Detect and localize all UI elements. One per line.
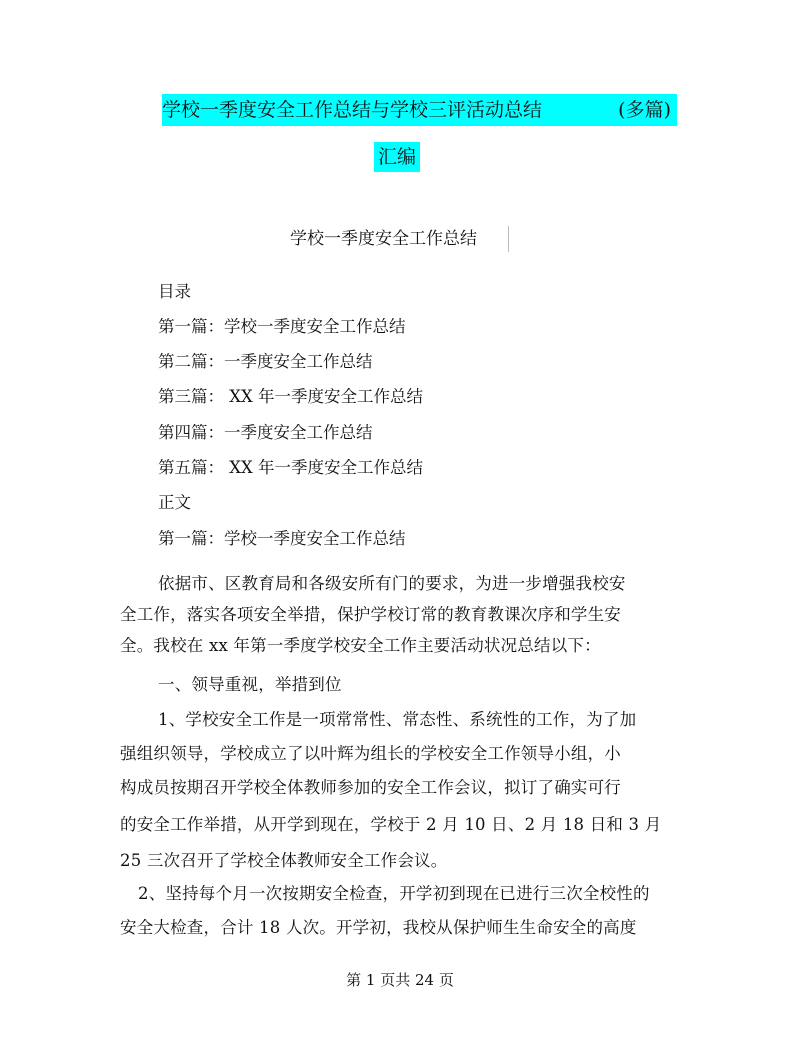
paragraph-line: 全工作，落实各项安全举措，保护学校订常的教育教课次序和学生安 [120,605,621,624]
section-subtitle: 学校一季度安全工作总结 [290,226,509,252]
document-title: 学校一季度安全工作总结与学校三评活动总结 [162,99,543,121]
document-title-line-1 [162,94,677,126]
paragraph-line: 构成员按期召开学校全体教师参加的安全工作会议，拟订了确实可行 [120,778,621,797]
paragraph-line: 1、学校安全工作是一项常常性、常态性、系统性的工作，为了加 [158,710,637,729]
toc-item: 第四篇：一季度安全工作总结 [158,423,373,442]
document-title-suffix: (多篇) [618,99,671,121]
toc-item: 第五篇： XX 年一季度安全工作总结 [158,458,423,477]
toc-item: 第一篇：学校一季度安全工作总结 [158,317,406,336]
document-title-line-2: 汇编 [374,142,420,172]
toc-item: 第三篇： XX 年一季度安全工作总结 [158,387,423,406]
paragraph-line: 的安全工作举措，从开学到现在，学校于 2 月 10 日、2 月 18 日和 3 月 [120,815,662,834]
paragraph-line: 强组织领导，学校成立了以叶辉为组长的学校安全工作领导小组，小 [120,744,621,763]
body-heading: 正文 [158,493,191,512]
subheading: 一、领导重视，举措到位 [158,675,342,694]
paragraph-line: 2、坚持每个月一次按期安全检查，开学初到现在已进行三次全校性的 [138,884,650,903]
paragraph-line: 25 三次召开了学校全体教师安全工作会议。 [120,851,448,870]
paragraph-line: 全。我校在 xx 年第一季度学校安全工作主要活动状况总结以下： [120,636,601,655]
page-footer: 第 1 页共 24 页 [346,971,454,989]
toc-heading: 目录 [158,282,191,301]
paragraph-line: 安全大检查，合计 18 人次。开学初，我校从保护师生生命安全的高度 [120,918,637,937]
paragraph-line: 依据市、区教育局和各级安所有门的要求，为进一步增强我校安 [158,574,626,593]
toc-item: 第二篇：一季度安全工作总结 [158,352,373,371]
section-title: 第一篇：学校一季度安全工作总结 [158,529,406,548]
